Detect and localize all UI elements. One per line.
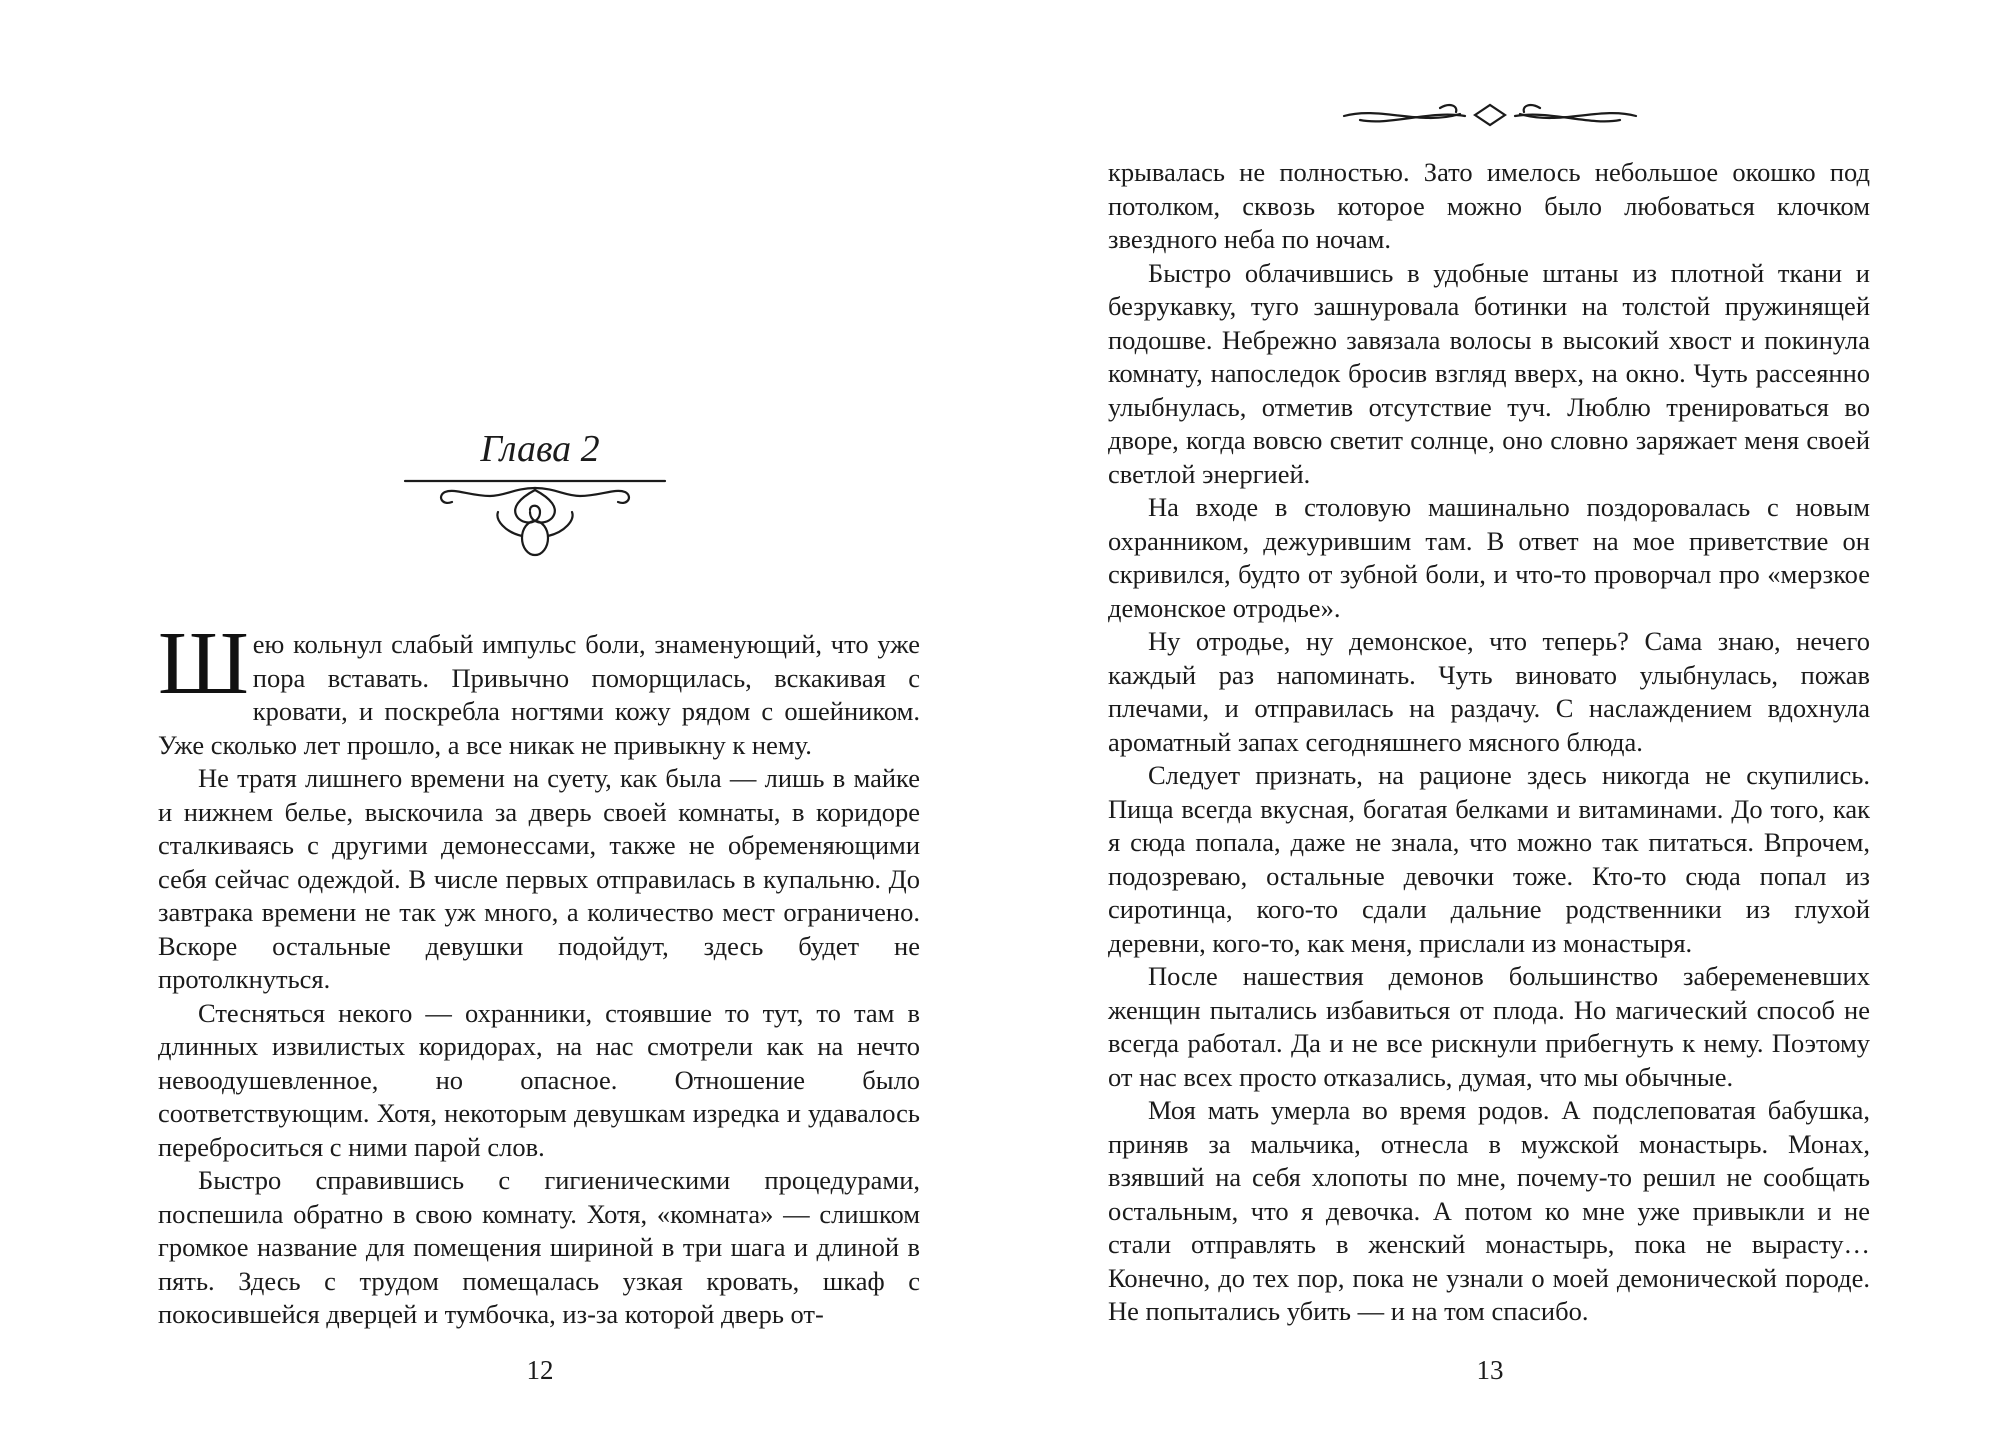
chapter-title: Глава 2 bbox=[480, 428, 600, 470]
paragraph: Моя мать умерла во время родов. А подслеповатая бабушка, приняв за мальчика, отнесла в мужской монастырь. Монах, взявший на себя хлопоты по мне, почему-то решил не сообщать остальным, что я девочка. А потом ко мне уже привыкли и не стали отправлять в женский монастырь, пока не вырасту… Конечно, до тех пор, пока не узнали о моей демонической породе. Не попытались убить — и на том спасибо. bbox=[1108, 1095, 1870, 1326]
page-number-right: 13 bbox=[1476, 1355, 1504, 1385]
paragraph: На входе в столовую машинально поздоровалась с новым охранником, дежурившим там. В ответ на мое приветствие он скривился, будто от зубной боли, и что-то проворчал про «мерзкое демонское отродье». bbox=[1108, 492, 1870, 623]
paragraph: Стесняться некого — охранники, стоявшие то тут, то там в длинных извилистых коридорах, на нас смотрели как на нечто невоодушевленное, но опасное. Отношение было соответствующим. Хотя, некоторым девушкам изредка и удавалось переброситься с ними парой слов. bbox=[158, 997, 920, 1162]
drop-cap: Ш bbox=[158, 614, 249, 713]
paragraph-text: ею кольнул слабый импульс боли, знаменующий, что уже пора вставать. Привычно поморщилась, вскакивая с кровати, и поскребла ногтями кожу рядом с ошейником. Уже сколько лет прошло, а все никак не привыкну к нему. bbox=[158, 629, 920, 760]
page-number-left: 12 bbox=[526, 1355, 554, 1385]
right-page-text bbox=[1108, 156, 1870, 1329]
paragraph: Ну отродье, ну демонское, что теперь? Сама знаю, нечего каждый раз напоминать. Чуть виновато улыбнулась, пожав плечами, и отправилась на раздачу. С наслаждением вдохнула ароматный запах сегодняшнего мясного блюда. bbox=[1108, 626, 1870, 757]
right-page bbox=[1000, 0, 2000, 1454]
paragraph bbox=[158, 614, 920, 762]
paragraph: крывалась не полностью. Зато имелось небольшое окошко под потолком, сквозь которое можно было любоваться клочком звездного неба по ночам. bbox=[1108, 157, 1870, 254]
paragraph: Быстро справившись с гигиеническими процедурами, поспешила обратно в свою комнату. Хотя, «комната» — слишком громкое название для помещения шириной в три шага и длиной в пять. Здесь с трудом помещалась узкая кровать, шкаф с покосившейся дверцей и тумбочка, из-за которой дверь от- bbox=[158, 1165, 920, 1329]
paragraph: После нашествия демонов большинство забеременевших женщин пытались избавиться от плода. Но магический способ не всегда работал. Да и не все рискнули прибегнуть к нему. Поэтому от нас всех просто отказались, думая, что мы обычные. bbox=[1108, 961, 1870, 1092]
paragraph: Быстро облачившись в удобные штаны из плотной ткани и безрукавку, туго зашнуровала ботинки на толстой пружинящей подошве. Небрежно завязала волосы в высокий хвост и покинула комнату, напоследок бросив взгляд вверх, на окно. Чуть рассеянно улыбнулась, отметив отсутствие туч. Люблю тренироваться во дворе, когда вовсю светит солнце, оно словно заряжает меня своей светлой энергией. bbox=[1108, 257, 1870, 489]
left-page-text bbox=[158, 614, 920, 1332]
paragraph: Следует признать, на рационе здесь никогда не скупились. Пища всегда вкусная, богатая белками и витаминами. До того, как я сюда попала, даже не знала, что можно так питаться. Впрочем, подозреваю, остальные девочки тоже. Кто-то сюда попал из сиротинца, кого-то сдали дальние родственники из глухой деревни, кого-то, как меня, прислали из монастыря. bbox=[1108, 760, 1870, 958]
paragraph: Не тратя лишнего времени на суету, как была — лишь в майке и нижнем белье, выскочила за дверь своей комнаты, в коридоре сталкиваясь с другими демонессами, также не обременяющими себя сейчас одеждой. В числе первых отправилась в купальню. До завтрака времени не так уж много, а количество мест ограничено. Вскоре остальные девушки подойдут, здесь будет не протолкнуться. bbox=[158, 763, 920, 994]
chapter-ornament-icon bbox=[400, 468, 670, 563]
header-ornament-icon bbox=[1340, 96, 1640, 134]
